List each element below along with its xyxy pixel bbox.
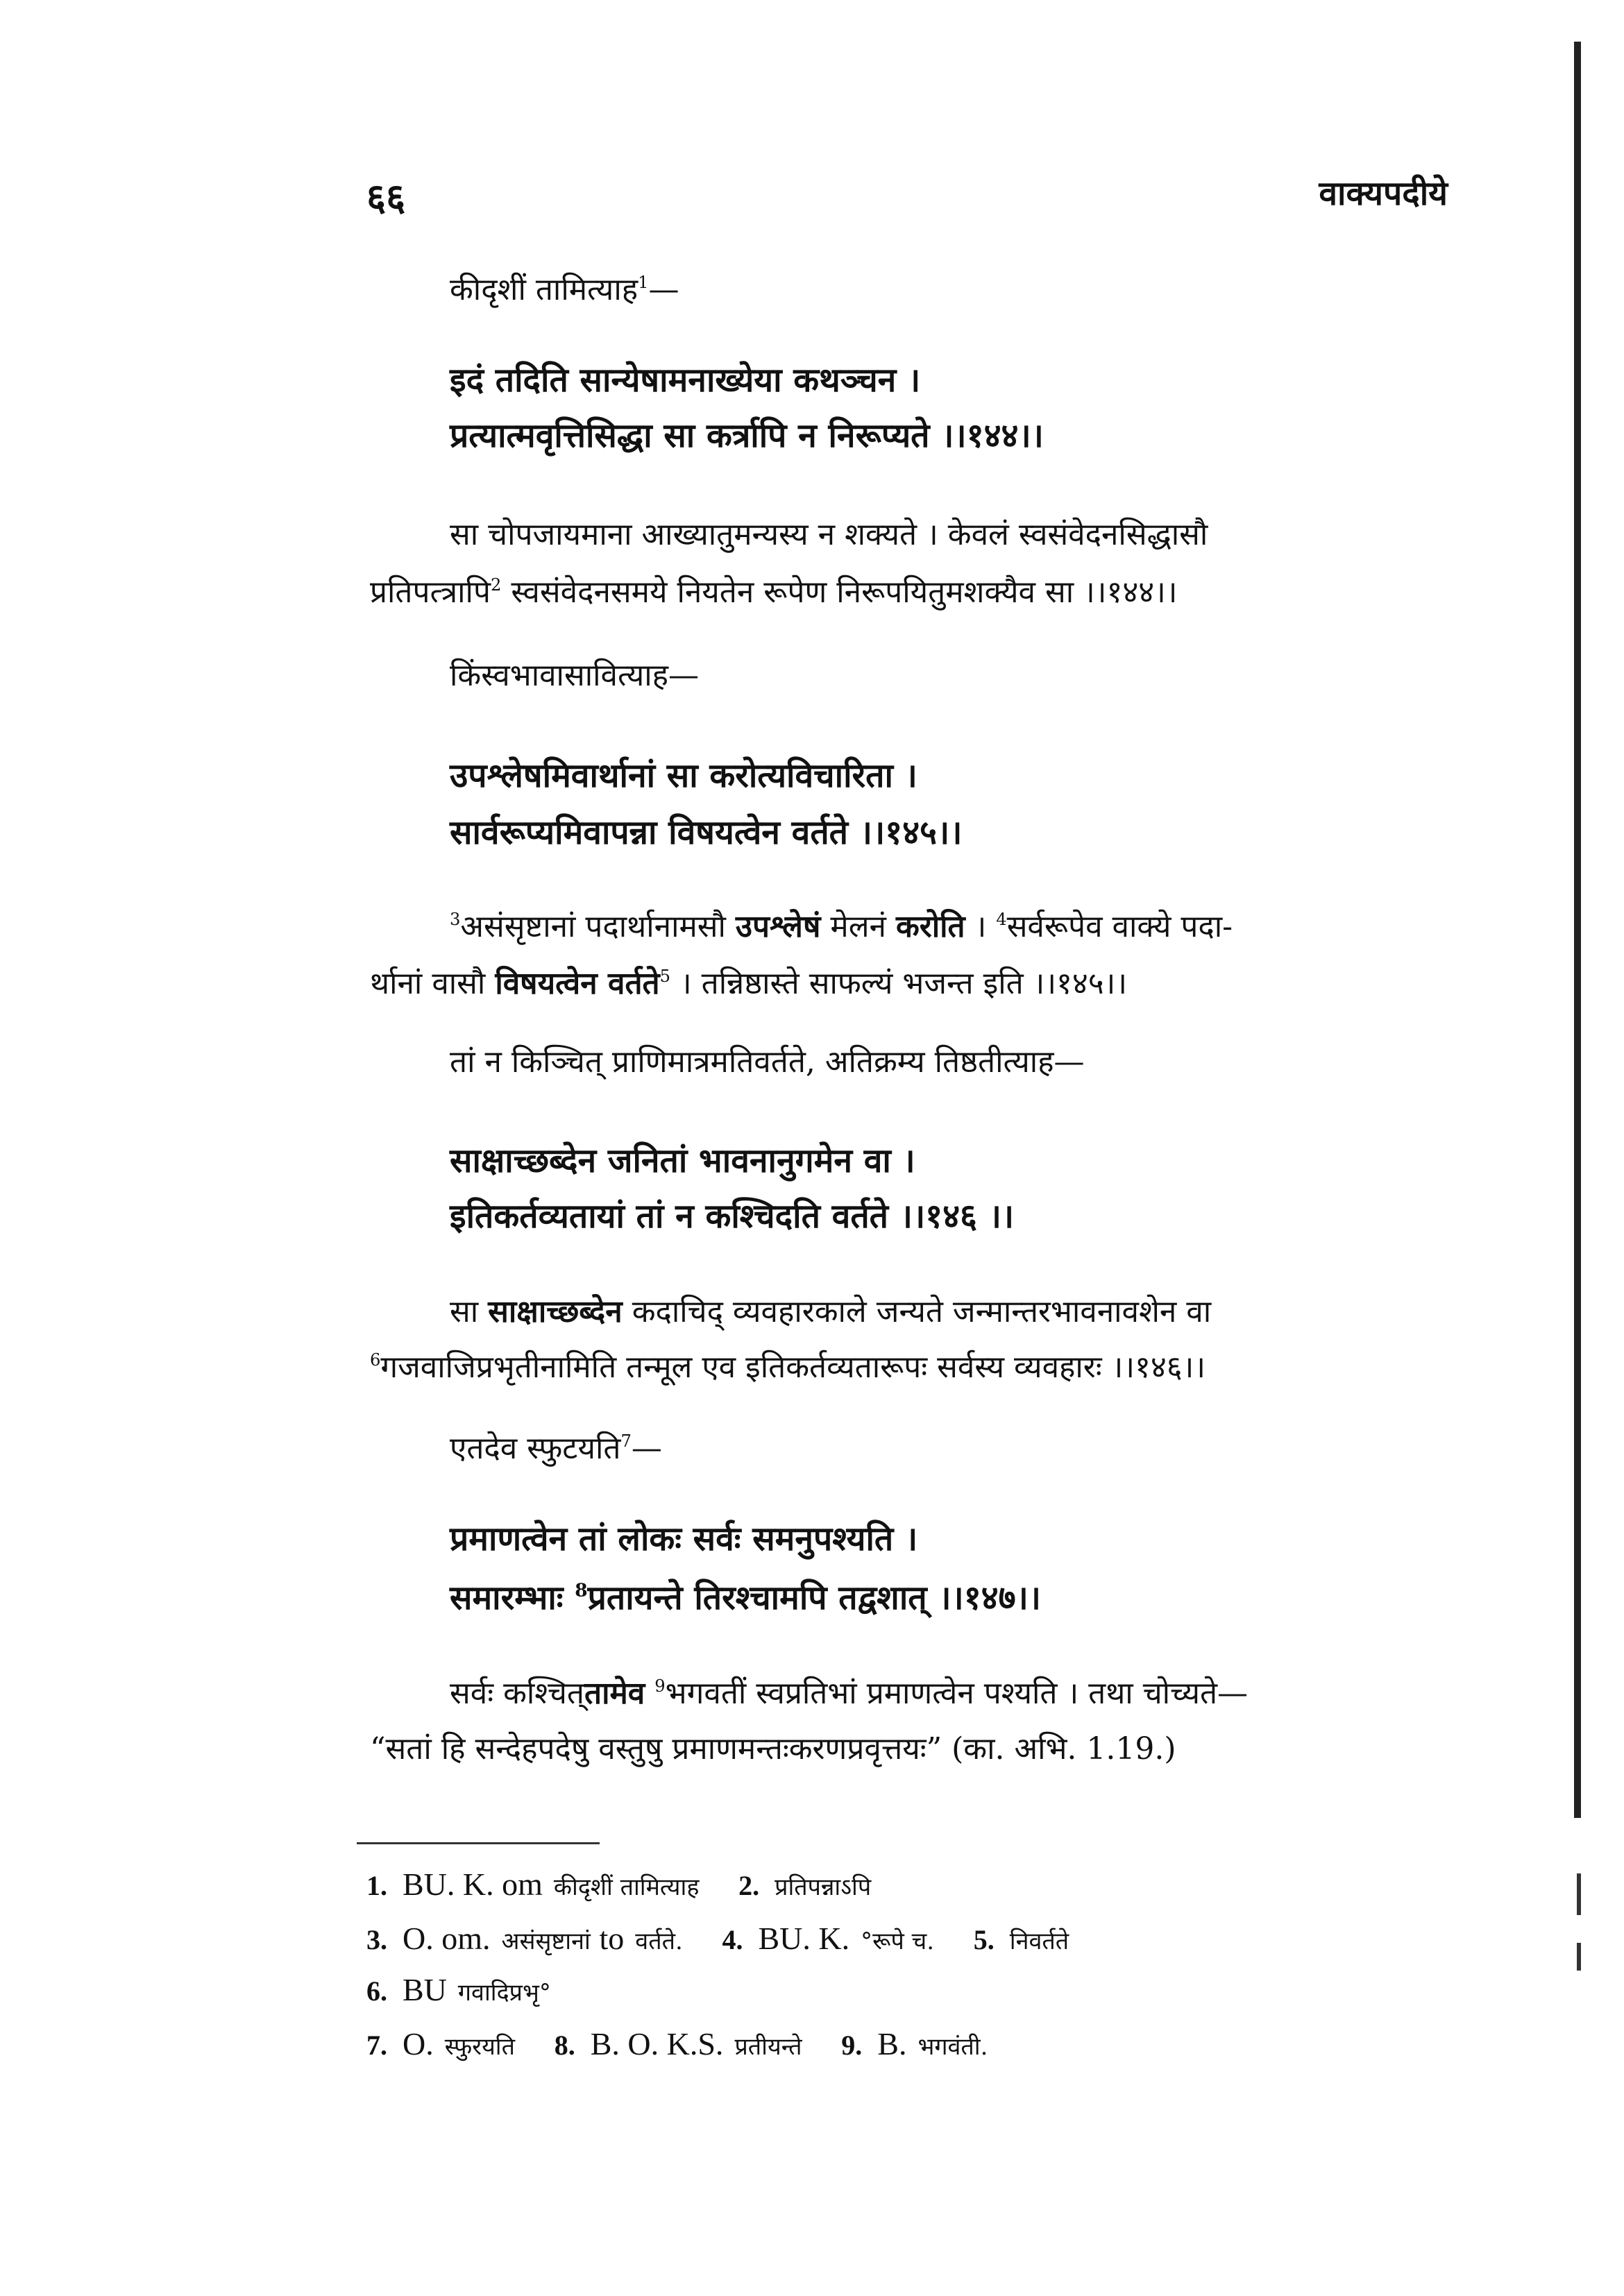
footnote-ref: 4	[996, 910, 1007, 930]
commentary-146-line-1: सा साक्षाच्छब्देन कदाचिद् व्यवहारकाले जन्यते जन्मान्तरभावनावशेन वा	[450, 1294, 1212, 1329]
intro-146: तां न किञ्चित् प्राणिमात्रमतिवर्तते, अतिक्रम्य तिष्ठतीत्याह—	[450, 1044, 1085, 1080]
intro-145: किंस्वभावासावित्याह—	[450, 658, 699, 693]
intro-144: कीदृशीं तामित्याह$^1$—	[450, 272, 679, 307]
verse-145-line-1: उपश्लेषमिवार्थानां सा करोत्यविचारिता ।	[450, 756, 917, 795]
commentary-144-line-1: सा चोपजायमाना आख्यातुमन्यस्य न शक्यते । केवलं स्वसंवेदनसिद्धासौ	[450, 517, 1208, 552]
footnote-8: 8. B. O. K.S. प्रतीयन्ते	[554, 2026, 802, 2061]
page-number: ६६	[366, 175, 406, 219]
footnote-6: 6. BU गवादिप्रभृ°	[366, 1972, 551, 2007]
footnote-ref: 7	[620, 1431, 632, 1452]
footnote-5: 5. निवर्तते	[973, 1924, 1069, 1955]
footnote-ref: 1	[638, 273, 649, 293]
verse-144-line-1: इदं तदिति सान्येषामनाख्येया कथञ्चन ।	[450, 361, 921, 400]
binding-edge	[1574, 42, 1581, 1818]
footnote-2: 2. प्रतिपन्नाऽपि	[738, 1870, 872, 1901]
commentary-147-line-2: “सतां हि सन्देहपदेषु वस्तुषु प्रमाणमन्तःकरणप्रवृत्तयः” (का. अभि. 1.19.)	[370, 1731, 1176, 1767]
footnote-7: 7. O. स्फुरयति	[366, 2026, 515, 2061]
commentary-146-line-2: $^6$गजवाजिप्रभृतीनामिति तन्मूल एव इतिकर्तव्यतारूपः सर्वस्य व्यवहारः ।।१४६।।	[370, 1350, 1206, 1385]
footnote-line	[366, 1865, 902, 1903]
commentary-147-line-1: सर्वः कश्चित्तामेव $^9$भगवतीं स्वप्रतिभां प्रमाणत्वेन पश्यति । तथा चोच्यते—	[450, 1676, 1249, 1711]
verse-146-line-1: साक्षाच्छब्देन जनितां भावनानुगमेन वा ।	[450, 1141, 915, 1180]
footnote-line	[366, 1919, 1099, 1957]
footnote-line	[366, 1971, 582, 2009]
footnote-ref: 2	[490, 575, 502, 595]
footnote-ref: 3	[450, 910, 461, 930]
footnote-ref: 6	[370, 1350, 381, 1370]
footnote-1: 1. BU. K. om कीदृशीं तामित्याह	[366, 1866, 700, 1902]
verse-145-line-2: सार्वरूप्यमिवापन्ना विषयत्वेन वर्तते ।।१४५।।	[450, 813, 963, 852]
binding-edge-fragment	[1577, 1873, 1581, 1915]
verse-147-line-1: प्रमाणत्वेन तां लोकः सर्वः समनुपश्यति ।	[450, 1520, 918, 1558]
footnote-3: 3. O. om. असंसृष्टानां to वर्तते.	[366, 1921, 683, 1956]
footnote-ref: 8	[575, 1579, 588, 1601]
footnote-ref: 5	[659, 967, 671, 987]
footnote-ref: 9	[654, 1676, 666, 1697]
verse-146-line-2: इतिकर्तव्यतायां तां न कश्चिदति वर्तते ।।१४६ ।।	[450, 1197, 1015, 1236]
commentary-144-line-2: प्रतिपत्त्रापि$^2$ स्वसंवेदनसमये नियतेन रूपेण निरूपयितुमशक्यैव सा ।।१४४।।	[370, 575, 1178, 610]
commentary-145-line-1: $^3$असंसृष्टानां पदार्थानामसौ उपश्लेषं मेलनं करोति । $^4$सर्वरूपेव वाक्ये पदा-	[450, 909, 1233, 944]
intro-147: एतदेव स्फुटयति$^7$—	[450, 1431, 662, 1466]
verse-147-line-2: समारम्भाः $^8$प्रतायन्ते तिरश्चामपि तद्वशात् ।।१४७।।	[450, 1579, 1041, 1617]
footnote-4: 4. BU. K. °रूपे च.	[722, 1921, 935, 1956]
footnote-9: 9. B. भगवंती.	[841, 2026, 988, 2061]
running-title: वाक्यपदीये	[1319, 174, 1448, 213]
footnote-rule	[357, 1842, 600, 1844]
binding-edge-fragment	[1577, 1943, 1581, 1971]
footnote-line	[366, 2025, 1018, 2063]
verse-144-line-2: प्रत्यात्मवृत्तिसिद्धा सा कर्त्रापि न निरूप्यते ।।१४४।।	[450, 416, 1044, 455]
commentary-145-line-2: र्थानां वासौ विषयत्वेन वर्तते$^5$ । तन्निष्ठास्ते साफल्यं भजन्त इति ।।१४५।।	[370, 966, 1128, 1001]
